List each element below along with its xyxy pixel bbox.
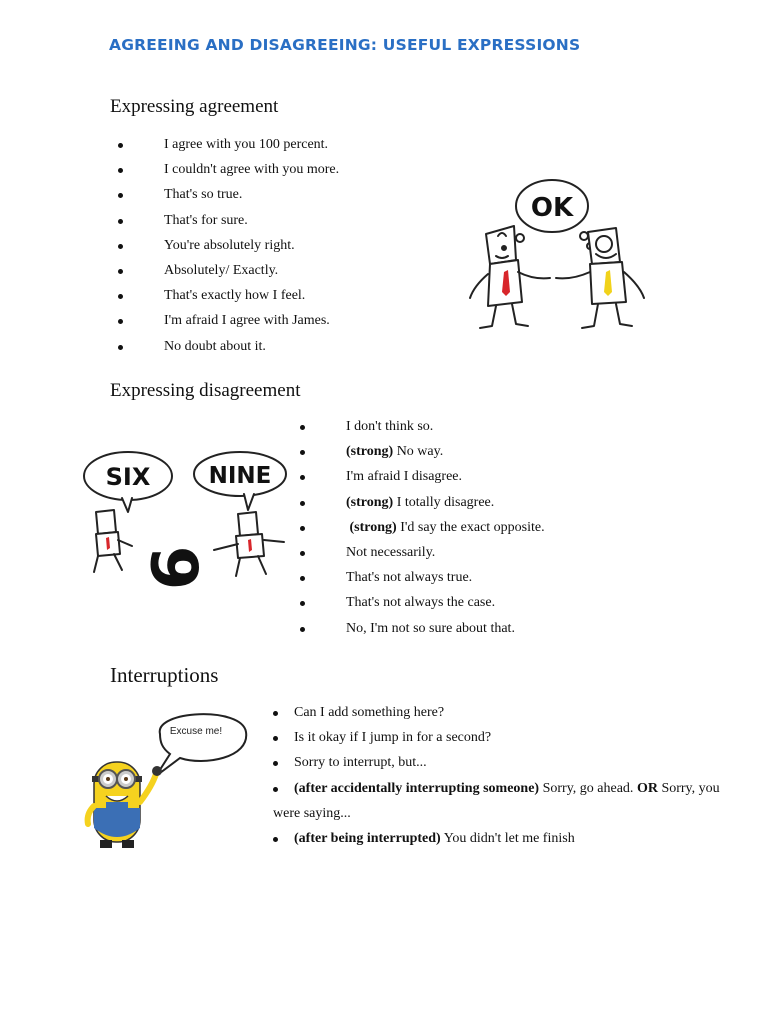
list-item: That's for sure. [118, 208, 339, 233]
list-item: You're absolutely right. [118, 233, 339, 258]
bullet-icon [300, 475, 305, 480]
bullet-icon [118, 345, 123, 350]
bullet-icon [118, 244, 123, 249]
list-item: Absolutely/ Exactly. [118, 258, 339, 283]
bullet-icon [300, 551, 305, 556]
list-item: (strong) I'd say the exact opposite. [300, 515, 545, 540]
list-item: I'm afraid I disagree. [300, 464, 545, 489]
bullet-icon [300, 450, 305, 455]
list-item: I couldn't agree with you more. [118, 157, 339, 182]
heading-disagreement: Expressing disagreement [110, 380, 301, 401]
bullet-icon [118, 319, 123, 324]
six-bubble-text: SIX [105, 463, 151, 491]
list-item: That's not always true. [300, 565, 545, 590]
list-item: Is it okay if I jump in for a second? [273, 725, 747, 750]
figure-six-glyph: 6 [140, 545, 214, 590]
minion-waving-icon [84, 706, 250, 850]
bullet-icon [273, 736, 278, 741]
bullet-icon [300, 627, 305, 632]
bullet-icon [273, 787, 278, 792]
bullet-icon [118, 269, 123, 274]
list-item: (after being interrupted) You didn't let me finish [273, 826, 747, 851]
bullet-icon [300, 601, 305, 606]
bullet-icon [273, 711, 278, 716]
bullet-icon [118, 143, 123, 148]
bullet-icon [300, 501, 305, 506]
list-item: I'm afraid I agree with James. [118, 308, 339, 333]
agreement-list [118, 132, 339, 359]
list-item: (after accidentally interrupting someone) Sorry, go ahead. OR Sorry, you were saying... [273, 780, 720, 821]
bullet-icon [118, 193, 123, 198]
heading-interruptions: Interruptions [110, 663, 219, 687]
list-item: (strong) I totally disagree. [300, 490, 545, 515]
list-item: Sorry to interrupt, but... [273, 750, 747, 775]
list-item: Can I add something here? [273, 700, 747, 725]
list-item: No doubt about it. [118, 334, 339, 359]
six-nine-cartoon-icon [78, 450, 292, 590]
list-item: (strong) No way. [300, 439, 545, 464]
list-item: Not necessarily. [300, 540, 545, 565]
excuse-me-bubble-text: Excuse me! [169, 726, 223, 737]
nine-bubble-text: NINE [208, 463, 272, 489]
handshake-cartoon-icon [460, 176, 652, 334]
heading-agreement: Expressing agreement [110, 96, 279, 117]
list-item: No, I'm not so sure about that. [300, 616, 545, 641]
bullet-icon [273, 761, 278, 766]
bullet-icon [118, 219, 123, 224]
bullet-icon [300, 425, 305, 430]
bullet-icon [118, 168, 123, 173]
list-item: I agree with you 100 percent. [118, 132, 339, 157]
ok-bubble-text: OK [530, 193, 574, 223]
disagreement-list [300, 414, 545, 641]
list-item: I don't think so. [300, 414, 545, 439]
page-title: AGREEING AND DISAGREEING: USEFUL EXPRESSIONS [109, 36, 581, 54]
bullet-icon [300, 526, 305, 531]
list-item: That's exactly how I feel. [118, 283, 339, 308]
bullet-icon [300, 576, 305, 581]
bullet-icon [118, 294, 123, 299]
interruptions-list [273, 700, 747, 851]
list-item: That's so true. [118, 182, 339, 207]
list-item: That's not always the case. [300, 590, 545, 615]
bullet-icon [273, 837, 278, 842]
